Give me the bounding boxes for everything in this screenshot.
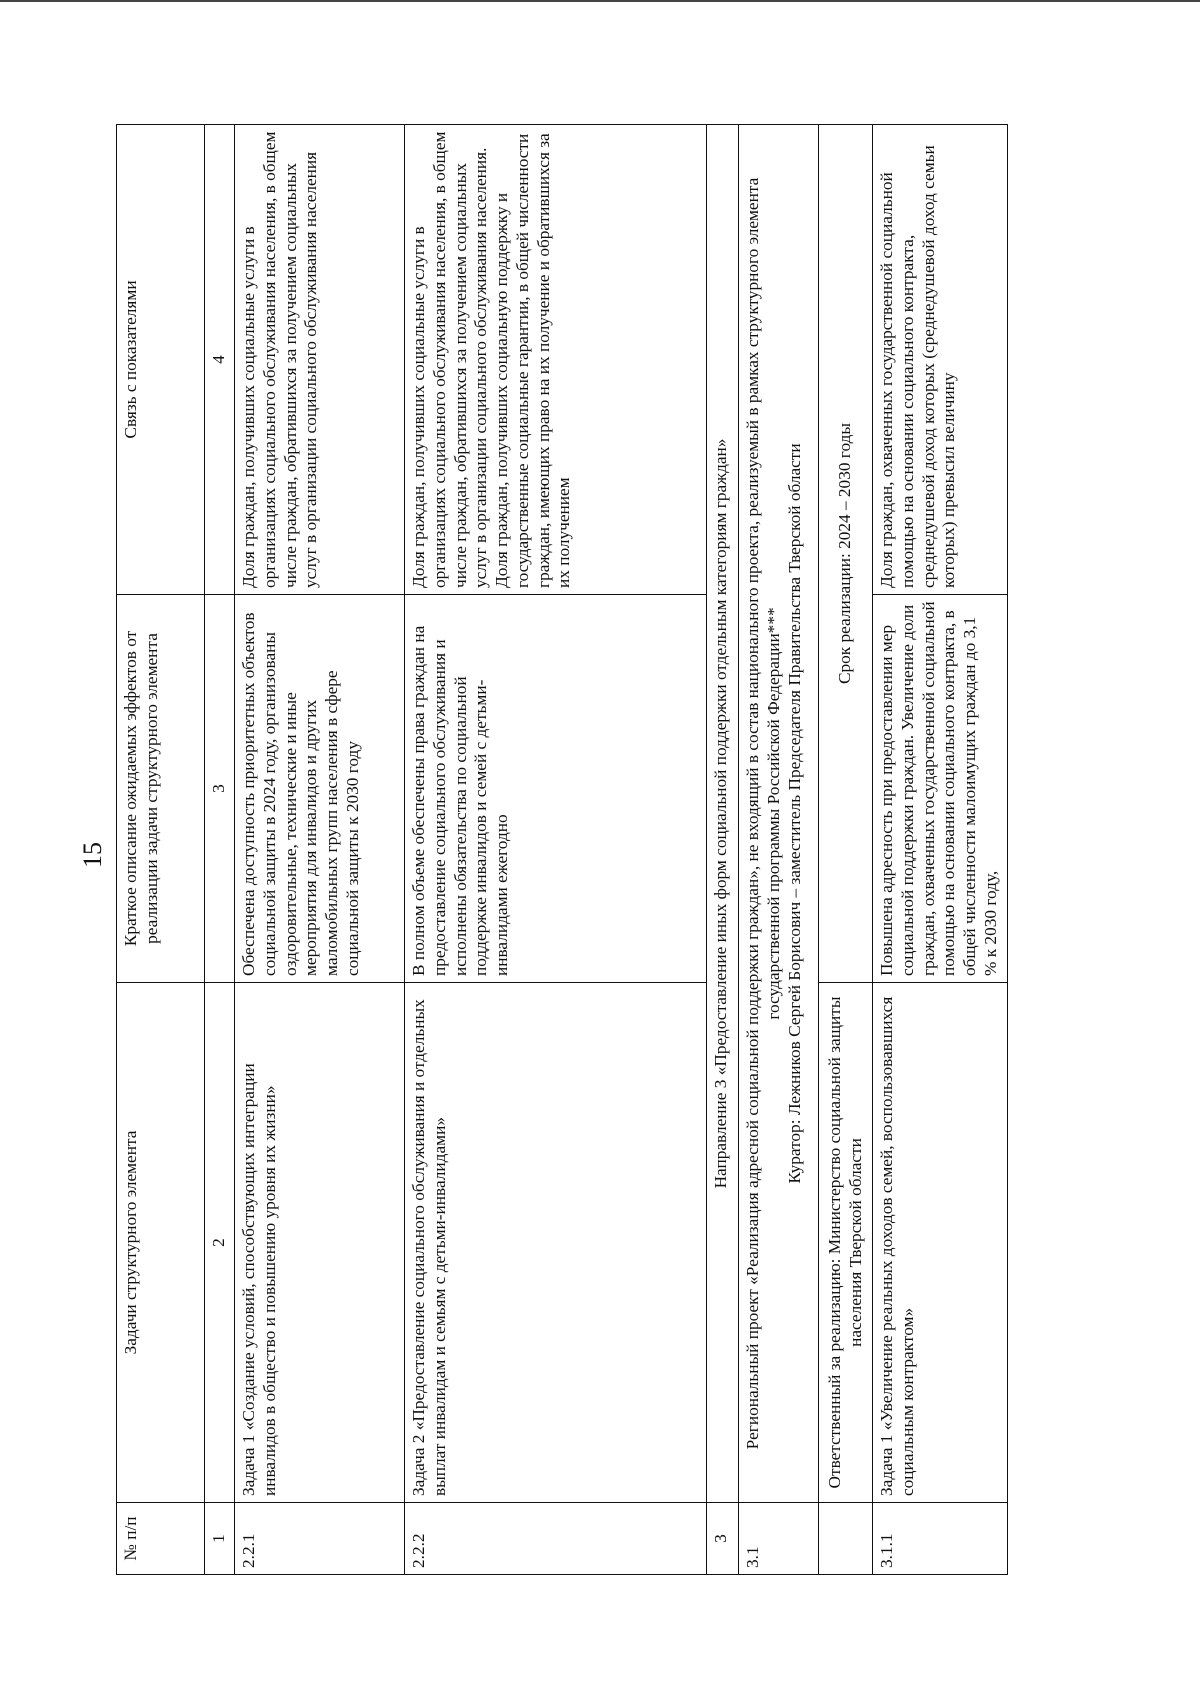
table-row: [235, 125, 405, 1575]
scan-edge-line: [0, 0, 1200, 8]
row-number: 2.2.1: [235, 1503, 405, 1575]
direction-title: Направление 3 «Предоставление иных форм социальной поддержки отдельным категориям граждан»: [707, 125, 739, 1503]
table-row: [405, 125, 707, 1575]
regional-project-row: [739, 125, 819, 1575]
effect-cell: В полном объеме обеспечены права граждан на предоставление социального обслуживания и исполнены обязательства по социальной поддержке инвалидов и семей с детьми-инвалидами ежегодно: [405, 595, 707, 983]
rotated-table-container: [116, 125, 1121, 1575]
indicator-cell: Доля граждан, охваченных государственной социальной помощью на основании социального контракта, среднедушевой доход которых (среднедушевой доход семьи которых) превысил величину: [873, 125, 1008, 595]
project-curator: Куратор: Лежников Сергей Борисович – заместитель Председателя Правительства Тверской области: [784, 443, 804, 1184]
column-number-3: 3: [205, 595, 235, 983]
column-number-4: 4: [205, 125, 235, 595]
header-indicators: Связь с показателями: [117, 125, 205, 595]
row-number: 3: [707, 1503, 739, 1575]
table-header-row: [117, 125, 205, 1575]
indicator-cell: Доля граждан, получивших социальные услуги в организациях социального обслуживания населения, в общем числе граждан, обратившихся за получением социальных услуг в организации социального обслуживания населения. Доля граждан, получивших социальную поддержку и государственные социальные гарантии, в общей численности граждан, имеющих право на их получение и обратившихся за их получением: [405, 125, 707, 595]
row-number: 2.2.2: [405, 1503, 707, 1575]
row-number: 3.1: [739, 1503, 819, 1575]
effect-cell: Повышена адресность при предоставлении мер социальной поддержки граждан. Увеличение доли граждан, охваченных государственной социальной помощью на основании социального контракта, в общей численности малоимущих граждан до 3,1 % к 2030 году,: [873, 595, 1008, 983]
period-cell: Срок реализации: 2024 – 2030 годы: [819, 125, 873, 983]
direction-row: [707, 125, 739, 1575]
responsible-row: [819, 125, 873, 1575]
table-row: [873, 125, 1008, 1575]
effect-cell: Обеспечена доступность приоритетных объектов социальной защиты в 2024 году, организованы оздоровительные, технические и иные мероприятия для инвалидов и других маломобильных групп населения в сфере социальной защиты к 2030 году: [235, 595, 405, 983]
regional-project-title: Региональный проект «Реализация адресной социальной поддержки граждан», не входящий в состав национального проекта, реализуемый в рамках структурного элемента государственной программы Российской Федерации***: [743, 177, 783, 1450]
regional-project-cell: [739, 125, 819, 1503]
header-tasks: Задачи структурного элемента: [117, 983, 205, 1503]
task-cell: Задача 2 «Предоставление социального обслуживания и отдельных выплат инвалидам и семьям с детьми-инвалидами»: [405, 983, 707, 1503]
row-number: 3.1.1: [873, 1503, 1008, 1575]
page-number: 15: [78, 842, 107, 868]
column-number-row: [205, 125, 235, 1575]
header-effects: Краткое описание ожидаемых эффектов от реализации задачи структурного элемента: [117, 595, 205, 983]
column-number-1: 1: [205, 1503, 235, 1575]
column-number-2: 2: [205, 983, 235, 1503]
structural-element-table: [116, 124, 1008, 1575]
indicator-cell: Доля граждан, получивших социальные услуги в организациях социального обслуживания населения, в общем числе граждан, обратившихся за получением социальных услуг в организации социального обслуживания населения: [235, 125, 405, 595]
responsible-cell: Ответственный за реализацию: Министерство социальной защиты населения Тверской области: [819, 983, 873, 1503]
empty-cell: [819, 1503, 873, 1575]
task-cell: Задача 1 «Создание условий, способствующих интеграции инвалидов в общество и повышению уровня их жизни»: [235, 983, 405, 1503]
task-cell: Задача 1 «Увеличение реальных доходов семей, воспользовавшихся социальным контрактом»: [873, 983, 1008, 1503]
header-number: № п/п: [117, 1503, 205, 1575]
